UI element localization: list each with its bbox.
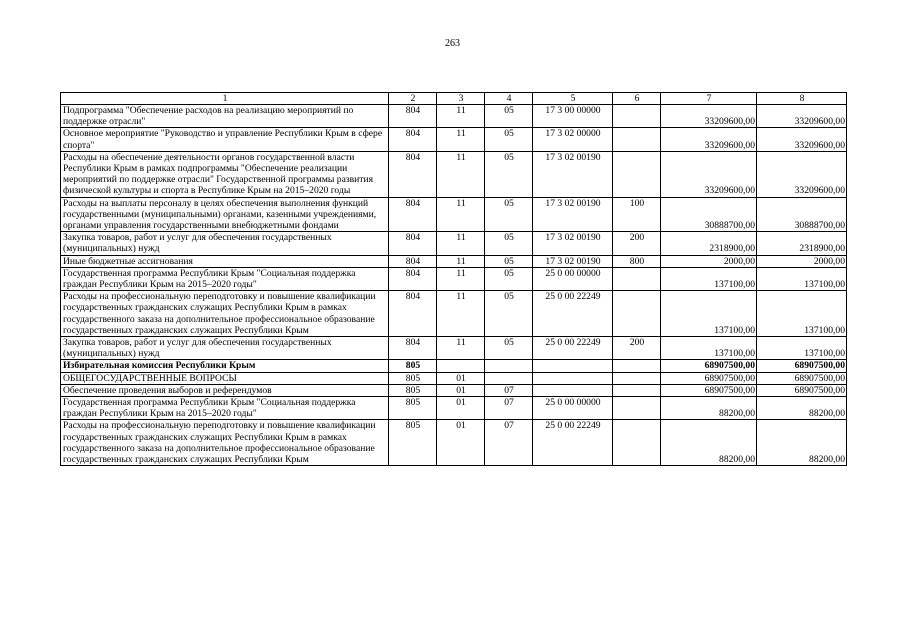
cell-amount-2: 137100,00	[757, 337, 847, 360]
cell-target-article: 25 0 00 00000	[533, 267, 613, 290]
cell-subsection-code: 05	[485, 232, 533, 255]
cell-amount-2: 137100,00	[757, 267, 847, 290]
cell-subsection-code: 05	[485, 105, 533, 128]
cell-target-article	[533, 372, 613, 384]
cell-amount-1: 2000,00	[661, 255, 757, 267]
cell-expense-type	[613, 105, 661, 128]
cell-amount-2: 33209600,00	[757, 105, 847, 128]
cell-ministry-code: 805	[389, 372, 437, 384]
cell-expense-type: 800	[613, 255, 661, 267]
cell-amount-1: 33209600,00	[661, 151, 757, 197]
cell-amount-2: 88200,00	[757, 420, 847, 466]
cell-description: Подпрограмма "Обеспечение расходов на реализацию мероприятий по поддержке отрасли"	[61, 105, 389, 128]
cell-amount-2: 68907500,00	[757, 360, 847, 372]
cell-target-article: 25 0 00 22249	[533, 337, 613, 360]
cell-amount-2: 30888700,00	[757, 197, 847, 232]
cell-ministry-code: 804	[389, 232, 437, 255]
cell-amount-1: 30888700,00	[661, 197, 757, 232]
table-row	[61, 420, 847, 466]
cell-target-article	[533, 384, 613, 396]
header-cell: 2	[389, 93, 437, 105]
table-row	[61, 255, 847, 267]
table-row	[61, 197, 847, 232]
cell-amount-2: 33209600,00	[757, 128, 847, 151]
table-row	[61, 337, 847, 360]
cell-section-code: 11	[437, 128, 485, 151]
table-row	[61, 384, 847, 396]
cell-target-article: 25 0 00 22249	[533, 291, 613, 337]
cell-expense-type	[613, 291, 661, 337]
cell-target-article: 25 0 00 22249	[533, 420, 613, 466]
cell-expense-type	[613, 372, 661, 384]
cell-description: ОБЩЕГОСУДАРСТВЕННЫЕ ВОПРОСЫ	[61, 372, 389, 384]
cell-ministry-code: 804	[389, 105, 437, 128]
cell-amount-1: 137100,00	[661, 291, 757, 337]
cell-description: Иные бюджетные ассигнования	[61, 255, 389, 267]
table-row	[61, 372, 847, 384]
cell-expense-type	[613, 128, 661, 151]
cell-ministry-code: 805	[389, 420, 437, 466]
table-row	[61, 128, 847, 151]
cell-target-article: 17 3 02 00190	[533, 197, 613, 232]
cell-ministry-code: 804	[389, 255, 437, 267]
cell-ministry-code: 804	[389, 267, 437, 290]
cell-description: Расходы на обеспечение деятельности органов государственной власти Республики Крым в рамках подпрограммы "Обеспечение реализации мероприятий по поддержке отрасли" Государственной программы развития физической культуры и спорта в Республике Крым на 2015–2020 годы	[61, 151, 389, 197]
cell-ministry-code: 805	[389, 397, 437, 420]
cell-amount-1: 68907500,00	[661, 372, 757, 384]
cell-subsection-code	[485, 360, 533, 372]
cell-description: Государственная программа Республики Крым "Социальная поддержка граждан Республики Крым на 2015–2020 годы"	[61, 397, 389, 420]
cell-section-code: 11	[437, 197, 485, 232]
cell-section-code: 11	[437, 291, 485, 337]
cell-section-code: 11	[437, 151, 485, 197]
cell-description: Расходы на профессиональную переподготовку и повышение квалификации государственных гражданских служащих Республики Крым в рамках государственного заказа на дополнительное профессиональное образование государственных гражданских служащих Республики Крым	[61, 420, 389, 466]
header-cell: 6	[613, 93, 661, 105]
cell-subsection-code: 05	[485, 291, 533, 337]
cell-section-code: 01	[437, 384, 485, 396]
cell-expense-type	[613, 420, 661, 466]
cell-expense-type: 200	[613, 232, 661, 255]
cell-subsection-code	[485, 372, 533, 384]
page-number: 263	[445, 38, 460, 49]
cell-target-article: 17 3 02 00190	[533, 255, 613, 267]
cell-expense-type	[613, 151, 661, 197]
cell-ministry-code: 804	[389, 197, 437, 232]
header-cell: 1	[61, 93, 389, 105]
cell-subsection-code: 05	[485, 197, 533, 232]
cell-amount-2: 2000,00	[757, 255, 847, 267]
cell-subsection-code: 05	[485, 337, 533, 360]
header-cell: 5	[533, 93, 613, 105]
header-cell: 3	[437, 93, 485, 105]
cell-subsection-code: 07	[485, 397, 533, 420]
table-body	[61, 93, 847, 466]
cell-expense-type: 200	[613, 337, 661, 360]
cell-description: Основное мероприятие "Руководство и управление Республики Крым в сфере спорта"	[61, 128, 389, 151]
cell-section-code: 11	[437, 105, 485, 128]
cell-section-code: 11	[437, 255, 485, 267]
cell-section-code: 01	[437, 372, 485, 384]
cell-subsection-code: 05	[485, 128, 533, 151]
cell-description: Избирательная комиссия Республики Крым	[61, 360, 389, 372]
cell-amount-1: 2318900,00	[661, 232, 757, 255]
cell-amount-2: 68907500,00	[757, 384, 847, 396]
cell-amount-1: 33209600,00	[661, 105, 757, 128]
cell-expense-type	[613, 360, 661, 372]
budget-table	[60, 92, 847, 466]
cell-section-code: 11	[437, 232, 485, 255]
table-row	[61, 151, 847, 197]
cell-expense-type: 100	[613, 197, 661, 232]
header-cell: 4	[485, 93, 533, 105]
cell-amount-1: 137100,00	[661, 337, 757, 360]
cell-ministry-code: 804	[389, 337, 437, 360]
table-row	[61, 232, 847, 255]
cell-amount-1: 88200,00	[661, 420, 757, 466]
cell-amount-1: 88200,00	[661, 397, 757, 420]
cell-target-article: 17 3 02 00000	[533, 128, 613, 151]
cell-description: Расходы на профессиональную переподготовку и повышение квалификации государственных гражданских служащих Республики Крым в рамках государственного заказа на дополнительное профессиональное образование государственных гражданских служащих Республики Крым	[61, 291, 389, 337]
cell-amount-2: 88200,00	[757, 397, 847, 420]
cell-ministry-code: 805	[389, 384, 437, 396]
cell-target-article: 17 3 02 00190	[533, 232, 613, 255]
cell-description: Закупка товаров, работ и услуг для обеспечения государственных (муниципальных) нужд	[61, 232, 389, 255]
cell-ministry-code: 804	[389, 291, 437, 337]
table-row	[61, 397, 847, 420]
header-row	[61, 93, 847, 105]
cell-section-code: 11	[437, 267, 485, 290]
cell-amount-1: 137100,00	[661, 267, 757, 290]
cell-subsection-code: 05	[485, 267, 533, 290]
cell-amount-2: 2318900,00	[757, 232, 847, 255]
cell-description: Закупка товаров, работ и услуг для обеспечения государственных (муниципальных) нужд	[61, 337, 389, 360]
cell-ministry-code: 805	[389, 360, 437, 372]
cell-subsection-code: 05	[485, 255, 533, 267]
cell-target-article	[533, 360, 613, 372]
cell-section-code: 01	[437, 397, 485, 420]
cell-ministry-code: 804	[389, 151, 437, 197]
cell-section-code	[437, 360, 485, 372]
table-row	[61, 291, 847, 337]
cell-amount-1: 68907500,00	[661, 360, 757, 372]
table-row	[61, 105, 847, 128]
cell-target-article: 25 0 00 00000	[533, 397, 613, 420]
table-row	[61, 267, 847, 290]
cell-expense-type	[613, 397, 661, 420]
cell-amount-2: 137100,00	[757, 291, 847, 337]
cell-subsection-code: 05	[485, 151, 533, 197]
table-row	[61, 360, 847, 372]
cell-ministry-code: 804	[389, 128, 437, 151]
cell-subsection-code: 07	[485, 420, 533, 466]
cell-target-article: 17 3 02 00190	[533, 151, 613, 197]
cell-amount-1: 33209600,00	[661, 128, 757, 151]
cell-section-code: 11	[437, 337, 485, 360]
cell-expense-type	[613, 384, 661, 396]
cell-expense-type	[613, 267, 661, 290]
cell-section-code: 01	[437, 420, 485, 466]
cell-description: Расходы на выплаты персоналу в целях обеспечения выполнения функций государственными (муниципальными) органами, казенными учреждениями, органами управления государственными внебюджетными фондами	[61, 197, 389, 232]
cell-target-article: 17 3 00 00000	[533, 105, 613, 128]
cell-amount-2: 68907500,00	[757, 372, 847, 384]
cell-description: Государственная программа Республики Крым "Социальная поддержка граждан Республики Крым на 2015–2020 годы"	[61, 267, 389, 290]
cell-description: Обеспечение проведения выборов и референдумов	[61, 384, 389, 396]
header-cell: 8	[757, 93, 847, 105]
cell-subsection-code: 07	[485, 384, 533, 396]
cell-amount-2: 33209600,00	[757, 151, 847, 197]
header-cell: 7	[661, 93, 757, 105]
cell-amount-1: 68907500,00	[661, 384, 757, 396]
